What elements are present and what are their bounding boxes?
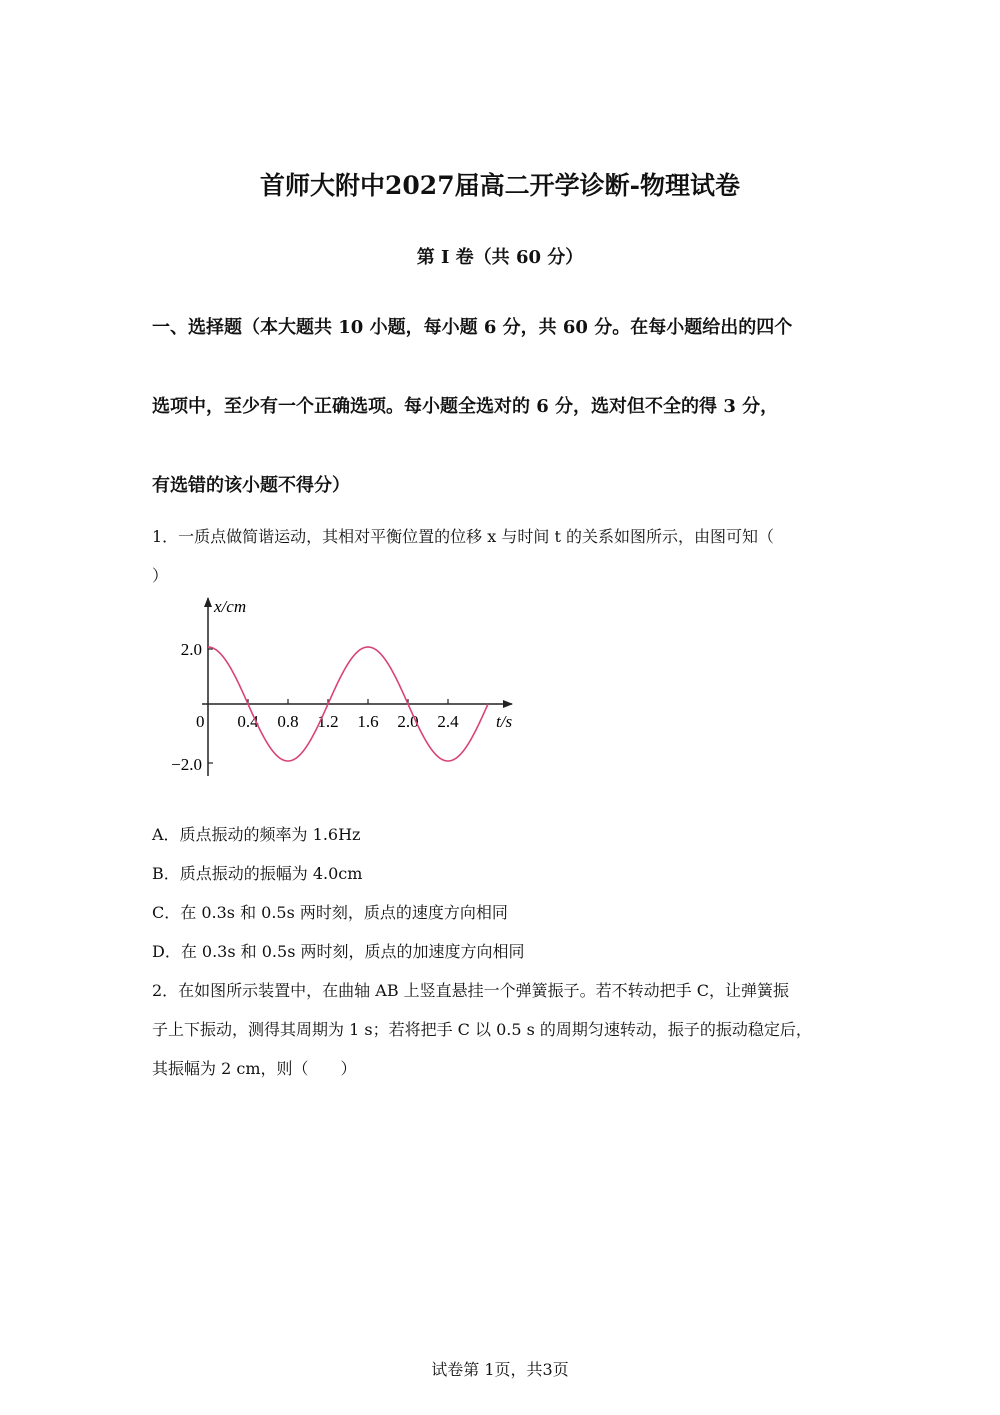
x-tick-label: 0.4 (237, 712, 259, 731)
question-2-text: 子上下振动，测得其周期为 1 s；若将把手 C 以 0.5 s 的周期匀速转动，振子的振动稳定后， (152, 1020, 812, 1039)
section-heading-line: 选项中，至少有一个正确选项。每小题全选对的 6 分，选对但不全的得 3 分， (152, 396, 779, 417)
y-tick-label: 2.0 (180, 640, 202, 659)
page-footer: 试卷第 1页，共3页 (431, 1360, 569, 1379)
x-tick-label: 0.8 (277, 712, 299, 731)
question-1-text: 1．一质点做简谐运动，其相对平衡位置的位移 x 与时间 t 的关系如图所示，由图可知（ (152, 527, 774, 546)
y-tick-label: −2.0 (171, 755, 202, 774)
option-b: B．质点振动的振幅为 4.0cm (152, 864, 363, 883)
question-2-text: 其振幅为 2 cm，则（ ） (152, 1059, 357, 1078)
x-axis-label: t/s (496, 712, 513, 731)
x-tick-label: 1.6 (357, 712, 379, 731)
question-1-text: ） (152, 566, 169, 585)
section-heading-line: 一、选择题（本大题共 10 小题，每小题 6 分，共 60 分。在每小题给出的四个 (152, 317, 793, 338)
question-2-text: 2．在如图所示装置中，在曲轴 AB 上竖直悬挂一个弹簧振子。若不转动把手 C，让弹簧振 (152, 981, 789, 1000)
option-a: A．质点振动的频率为 1.6Hz (152, 825, 361, 844)
origin-label: 0 (196, 712, 205, 731)
x-tick-label: 1.2 (317, 712, 339, 731)
x-tick-label: 2.4 (437, 712, 459, 731)
displacement-time-graph (150, 590, 530, 790)
x-tick-label: 2.0 (397, 712, 419, 731)
section-heading-line: 有选错的该小题不得分） (152, 475, 350, 496)
y-axis-label: x/cm (214, 597, 247, 616)
option-c: C．在 0.3s 和 0.5s 两时刻，质点的速度方向相同 (152, 903, 508, 922)
page-title: 首师大附中2027届高二开学诊断-物理试卷 (260, 171, 740, 200)
option-d: D．在 0.3s 和 0.5s 两时刻，质点的加速度方向相同 (152, 942, 525, 961)
volume-subtitle: 第 I 卷（共 60 分） (416, 247, 584, 268)
